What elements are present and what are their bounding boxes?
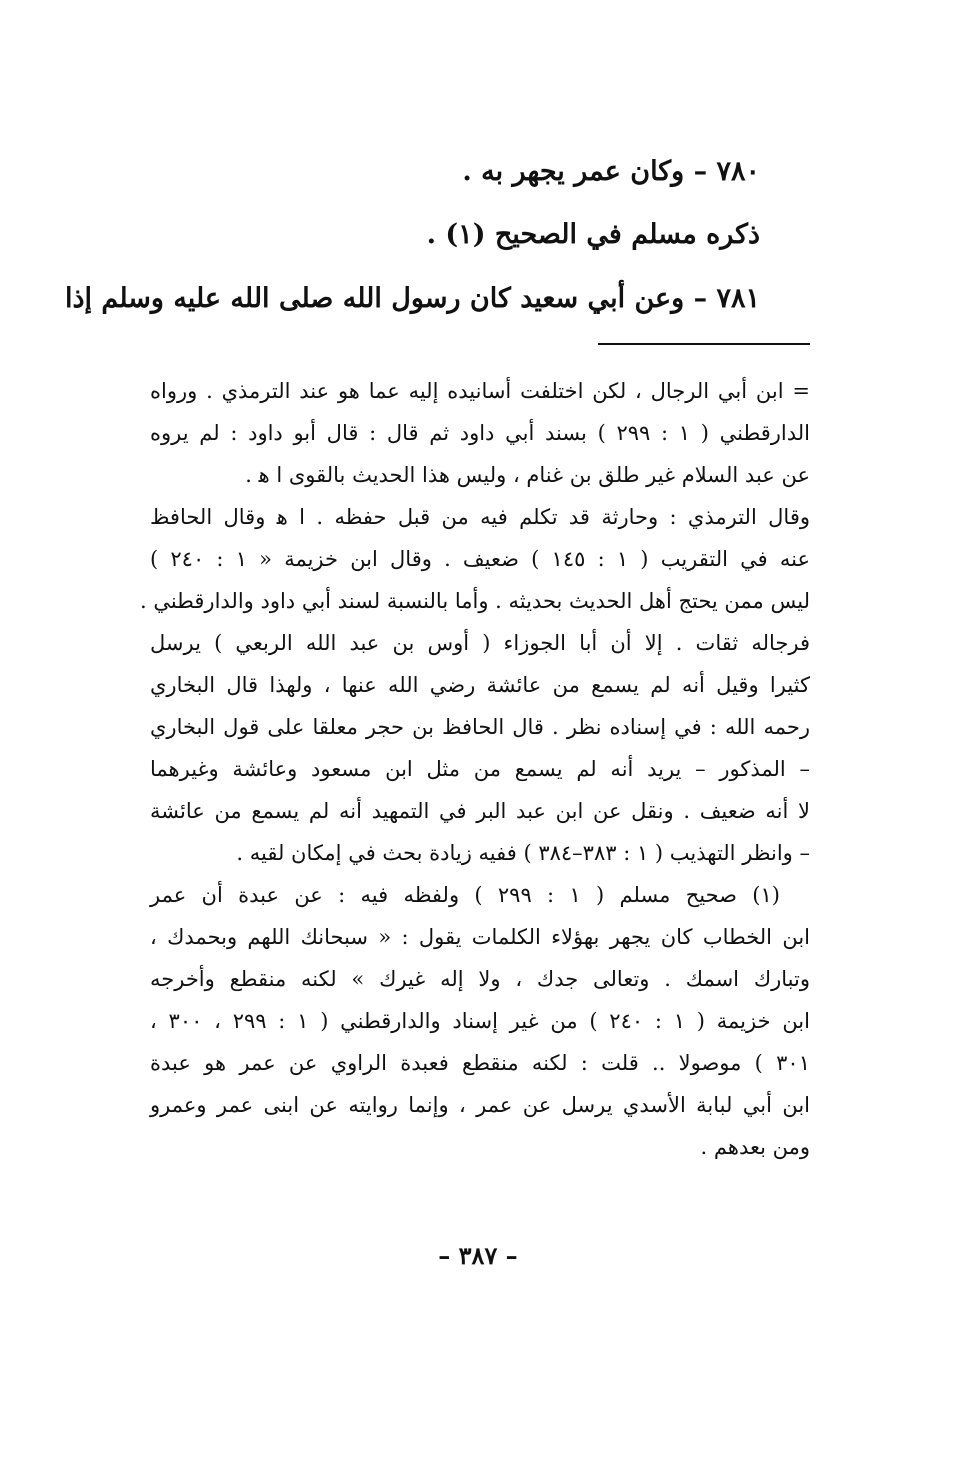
footnote-1-line: وتبارك اسمك . وتعالى جدك ، ولا إله غيرك » لكنه منقطع وأخرجه — [150, 967, 810, 991]
footnote-1-line: ابن أبي لبابة الأسدي يرسل عن عمر ، وإنما روايته عن ابنى عمر وعمرو — [150, 1093, 810, 1117]
footnote-1-line: ابن خزيمة ( ١ : ٢٤٠ ) من غير إسناد والدارقطني ( ١ : ٢٩٩ ، ٣٠٠ ، — [150, 1009, 810, 1033]
hadith-781-line: ٧٨١ – وعن أبي سعيد كان رسول الله صلى الله عليه وسلم إذا — [64, 283, 760, 314]
footnote-line: فرجاله ثقات . إلا أن أبا الجوزاء ( أوس بن عبد الله الربعي ) يرسل — [150, 631, 810, 655]
footnote-line: – المذكور – يريد أنه لم يسمع من مثل ابن مسعود وعائشة وغيرهما — [150, 757, 810, 781]
footnote-line: ليس ممن يحتج أهل الحديث بحديثه . وأما بالنسبة لسند أبي داود والدارقطني . — [139, 589, 810, 613]
footnote-1-line: (١) صحيح مسلم ( ١ : ٢٩٩ ) ولفظه فيه : عن عبدة أن عمر — [150, 883, 780, 907]
footnote-line: عنه في التقريب ( ١ : ١٤٥ ) ضعيف . وقال ابن خزيمة « ١ : ٢٤٠ ) — [150, 547, 810, 571]
footnote-separator — [598, 343, 810, 345]
footnote-line: – وانظر التهذيب ( ١ : ٣٨٣–٣٨٤ ) ففيه زيادة بحث في إمكان لقيه . — [236, 841, 810, 865]
footnote-line: الدارقطني ( ١ : ٢٩٩ ) بسند أبي داود ثم قال : قال أبو داود : لم يروه — [150, 421, 810, 445]
footnote-line: رحمه الله : في إسناده نظر . قال الحافظ بن حجر معلقا على قول البخاري — [150, 715, 810, 739]
footnote-line: كثيرا وقيل أنه لم يسمع من عائشة رضي الله عنها ، ولهذا قال البخاري — [150, 673, 810, 697]
hadith-780-source-line: ذكره مسلم في الصحيح (١) . — [426, 219, 760, 250]
footnote-1-line: ابن الخطاب كان يجهر بهؤلاء الكلمات يقول : « سبحانك اللهم وبحمدك ، — [150, 925, 810, 949]
hadith-780-line: ٧٨٠ – وكان عمر يجهر به . — [462, 156, 760, 187]
footnote-line: وقال الترمذي : وحارثة قد تكلم فيه من قبل حفظه . ا ﻫ وقال الحافظ — [150, 505, 810, 529]
footnote-1-line: ٣٠١ ) موصولا .. قلت : لكنه منقطع فعبدة الراوي عن عمر هو عبدة — [150, 1051, 810, 1075]
page-number: – ٣٨٧ – — [438, 1241, 518, 1270]
footnote-line: عن عبد السلام غير طلق بن غنام ، وليس هذا الحديث بالقوى ا ﻫ . — [245, 463, 810, 487]
footnote-line: = ابن أبي الرجال ، لكن اختلفت أسانيده إليه عما هو عند الترمذي . ورواه — [150, 379, 810, 403]
footnote-line: لا أنه ضعيف . ونقل عن ابن عبد البر في التمهيد أنه لم يسمع من عائشة — [150, 799, 810, 823]
footnotes-block — [139, 370, 810, 1168]
footnote-1-line: ومن بعدهم . — [700, 1135, 810, 1159]
